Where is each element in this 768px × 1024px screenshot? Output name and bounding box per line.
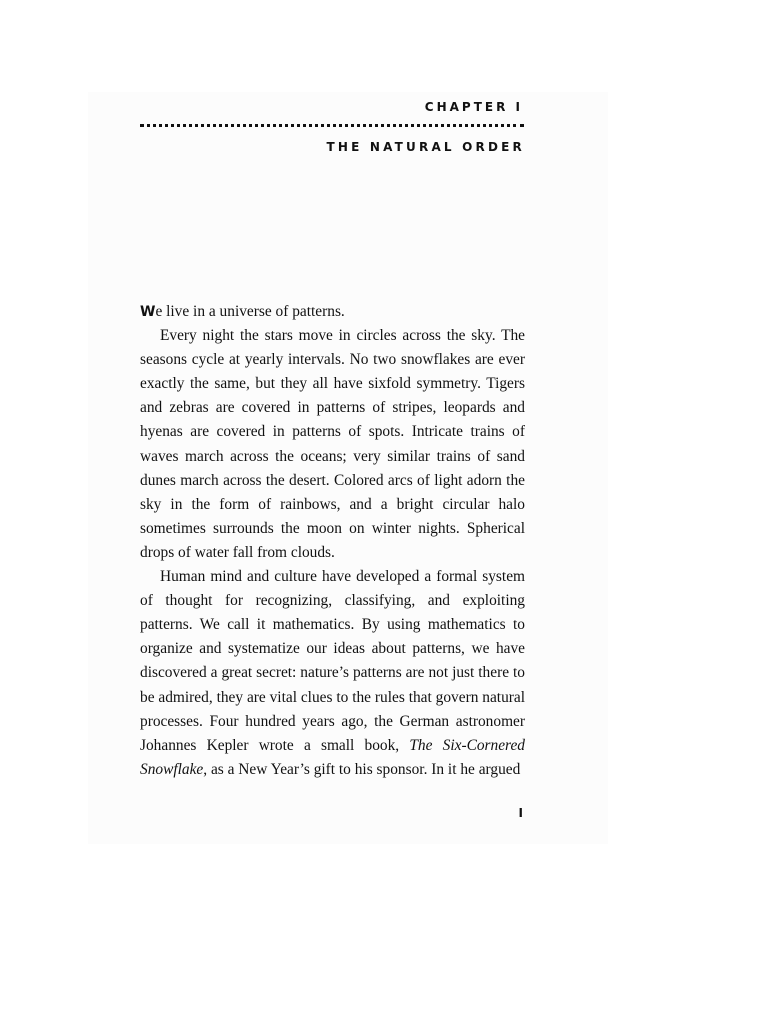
paragraph-3-text: Human mind and culture have developed a formal system of thought for recognizing, classifying, and exploiting patterns. We call it mathematics. By using mathematics to organize and systematize our ideas about patterns, we have discovered a great secret: nature’s patterns are not just there to be admired, they are vital clues to the rules that govern natural processes. Four hundred years ago, the German astronomer Johannes Kepler wrote a small book, [140,568,525,754]
paragraph-1-text: e live in a universe of patterns. [155,303,345,320]
paragraph-2: Every night the stars move in circles across the sky. The seasons cycle at yearly intervals. No two snowflakes are ever exactly the same, but they all have sixfold symmetry. Tigers and zebras are covered in patterns of stripes, leopards and hyenas are covered in patterns of spots. Intricate trains of waves march across the oceans; very similar trains of sand dunes march across the desert. Colored arcs of light adorn the sky in the form of rainbows, and a bright circular halo sometimes surrounds the moon on winter nights. Spherical drops of water fall from clouds. [140,327,525,561]
book-title: The Six-Cornered Snowflake [140,736,525,778]
dotted-rule-divider [140,124,524,127]
body-text [140,300,525,782]
paragraph-3 [140,565,525,782]
chapter-label: CHAPTER I [424,100,523,114]
drop-initial: W [140,304,156,320]
chapter-title: THE NATURAL ORDER [326,140,525,154]
paragraph-1 [140,300,525,324]
page-number: I [518,806,523,820]
paragraph-3-continuation: , as a New Year’s gift to his sponsor. In it he argued [203,760,521,778]
